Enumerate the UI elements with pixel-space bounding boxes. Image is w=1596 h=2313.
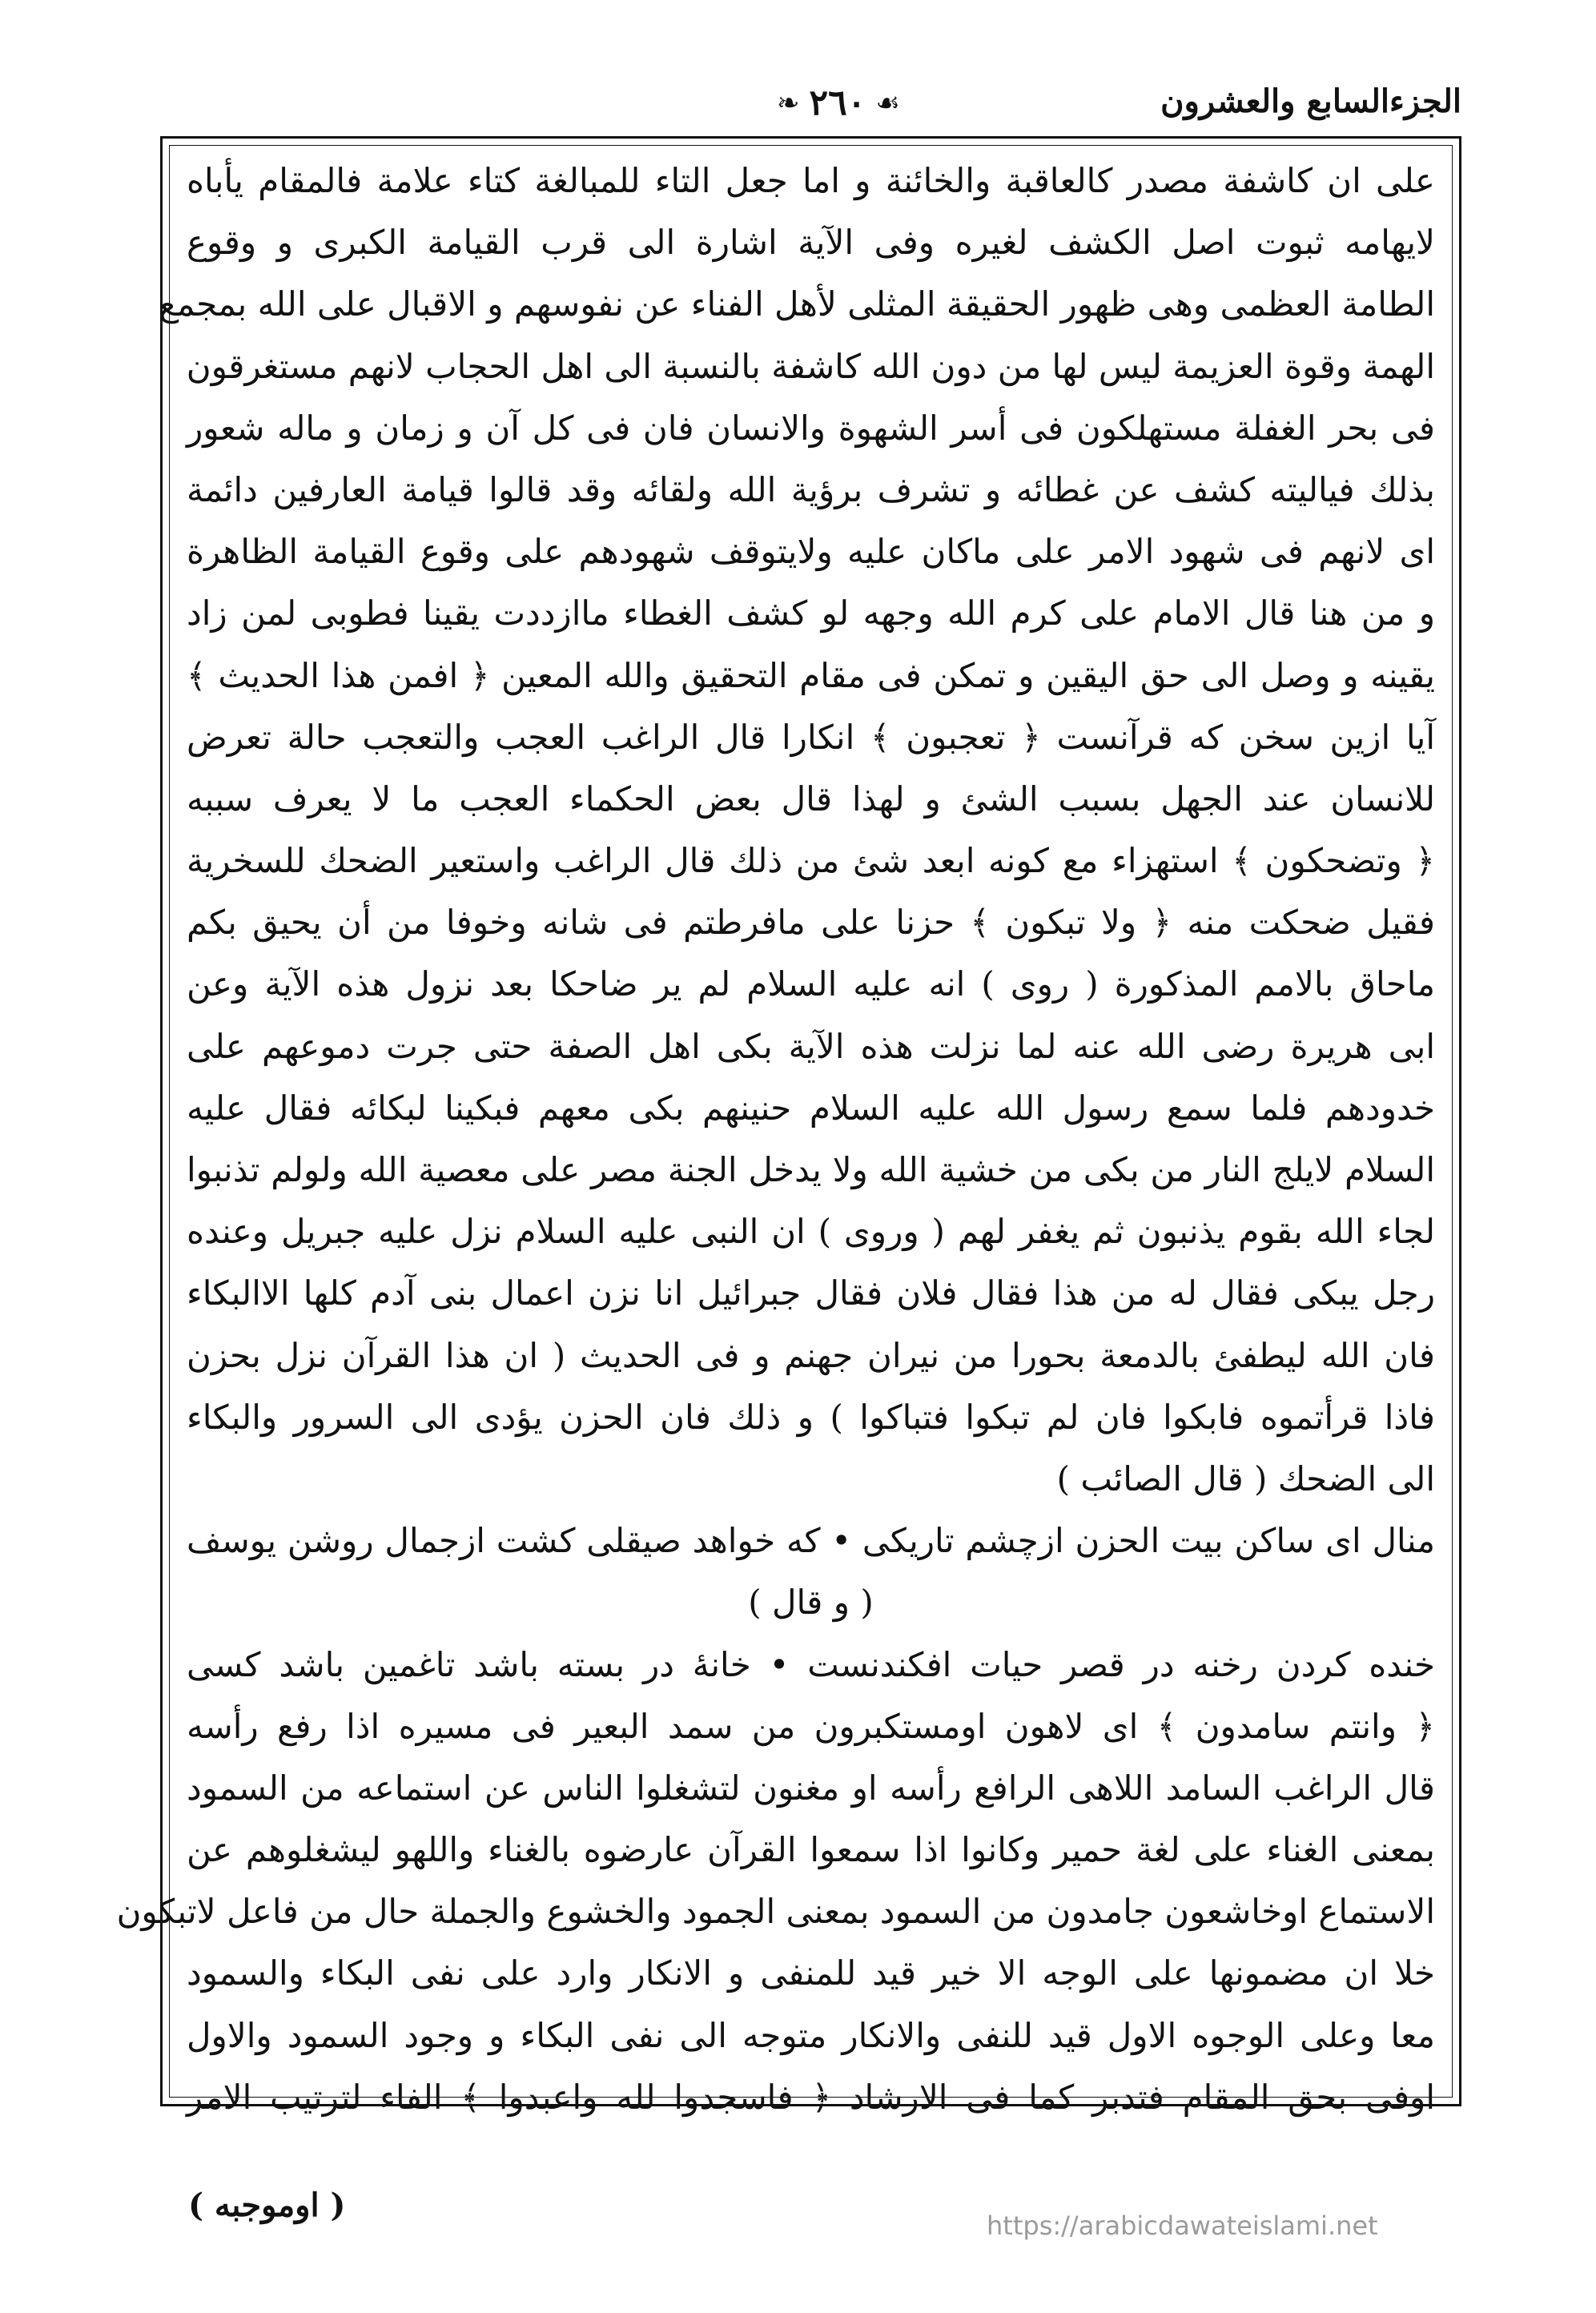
text-line: لجاء الله بقوم يذنبون ثم يغفر لهم ( وروى ) ان النبى عليه السلام نزل عليه جبريل وعنده xyxy=(187,1212,1435,1252)
text-line: فاذا قرأتموه فابكوا فان لم تبكوا فتباكوا ) و ذلك فان الحزن يؤدى الى السرور والبكاء xyxy=(187,1397,1435,1437)
running-title: الجزءالسابع والعشرون xyxy=(1160,82,1461,120)
text-line: الى الضحك ( قال الصائب ) xyxy=(1056,1458,1435,1498)
text-line: بمعنى الغناء على لغة حمير وكانوا اذا سمعوا القرآن عارضوه بالغناء واللهو ليشغلوهم عن xyxy=(187,1830,1435,1870)
text-line: بذلك فياليته كشف عن غطائه و تشرف برؤية الله ولقائه وقد قالوا قيامة العارفين دائمة xyxy=(187,469,1435,509)
page-number: ٢٦٠ xyxy=(809,82,866,123)
text-line: ماحاق بالامم المذكورة ( روى ) انه عليه السلام لم ير ضاحكا بعد نزول هذه الآية وعن xyxy=(187,964,1435,1004)
text-line: على ان كاشفة مصدر كالعاقبة والخائنة و اما جعل التاء للمبالغة كتاء علامة فالمقام يأباه xyxy=(187,161,1435,200)
text-line: يقينه و وصل الى حق اليقين و تمكن فى مقام التحقيق والله المعين ﴿ افمن هذا الحديث ﴾ xyxy=(187,655,1435,695)
text-line: الهمة وقوة العزيمة ليس لها من دون الله كاشفة بالنسبة الى اهل الحجاب لانهم مستغرقون xyxy=(186,346,1435,386)
ornament-left-icon: ❧ xyxy=(777,86,800,119)
text-line: الطامة العظمى وهى ظهور الحقيقة المثلى لأهل الفناء عن نفوسهم و الاقبال على الله بمجمع xyxy=(159,284,1435,324)
text-line: فى بحر الغفلة مستهلكون فى أسر الشهوة والانسان فان فى كل آن و زمان و ماله شعور xyxy=(187,408,1435,448)
text-line: معا وعلى الوجوه الاول قيد للنفى والانكار متوجه الى نفى البكاء و وجود السمود والاول xyxy=(187,2015,1435,2055)
text-line: رجل يبكى فقال له من هذا فقال فلان فقال جبرائيل انا نزن اعمال بنى آدم كلها الاالبكاء xyxy=(187,1273,1435,1313)
text-line: السلام لايلج النار من بكى من خشية الله ولا يدخل الجنة مصر على معصية الله ولولم تذنبوا xyxy=(187,1150,1435,1189)
page-number-group xyxy=(777,82,900,123)
text-line: ابى هريرة رضى الله عنه لما نزلت هذه الآية بكى اهل الصفة حتى جرت دموعهم على xyxy=(187,1026,1435,1066)
text-line: خدودهم فلما سمع رسول الله عليه السلام حنينهم بكى معهم فبكينا لبكائه فقال عليه xyxy=(187,1088,1435,1128)
text-frame xyxy=(116,136,1461,2117)
text-line: فقيل ضحكت منه ﴿ ولا تبكون ﴾ حزنا على مافرطتم فى شانه وخوفا من أن يحيق بكم xyxy=(187,903,1435,943)
verse-line: منال اى ساكن بيت الحزن ازچشم تاريكى • كه خواهد صيقلى كشت ازجمال روشن يوسف xyxy=(187,1521,1435,1561)
text-line: آيا ازين سخن كه قرآنست ﴿ تعجبون ﴾ انكارا قال الراغب العجب والتعجب حالة تعرض xyxy=(187,717,1435,757)
text-line: فان الله ليطفئ بالدمعة بحورا من نيران جهنم و فى الحديث ( ان هذا القرآن نزل بحزن xyxy=(187,1335,1435,1375)
text-line: اوفى بحق المقام فتدبر كما فى الارشاد ﴿ فاسجدوا لله واعبدوا ﴾ الفاء لترتيب الامر xyxy=(187,2077,1435,2117)
text-line: لايهامه ثبوت اصل الكشف لغيره وفى الآية اشارة الى قرب القيامة الكبرى و وقوع xyxy=(187,223,1435,263)
text-line: اى لانهم فى شهود الامر على ماكان عليه ولايتوقف شهودهم على وقوع القيامة الظاهرة xyxy=(187,532,1435,572)
verse-line: خنده كردن رخنه در قصر حيات افكندنست • خانهٔ در بسته باشد تاغمين باشد كسى xyxy=(187,1644,1435,1684)
text-line: ﴿ وانتم سامدون ﴾ اى لاهون اومستكبرون من سمد البعير فى مسيره اذا رفع رأسه xyxy=(187,1706,1435,1746)
text-line: ﴿ وتضحكون ﴾ استهزاء مع كونه ابعد شئ من ذلك قال الراغب واستعير الضحك للسخرية xyxy=(187,841,1435,881)
text-line: قال الراغب السامد اللاهى الرافع رأسه او مغنون لتشغلوا الناس عن استماعه من السمود xyxy=(187,1768,1435,1808)
text-line: و من هنا قال الامام على كرم الله وجهه لو كشف الغطاء ماازددت يقينا فطوبى لمن زاد xyxy=(187,593,1435,634)
text-line: للانسان عند الجهل بسبب الشئ و لهذا قال بعض الحكماء العجب ما لا يعرف سببه xyxy=(187,778,1435,819)
page-header xyxy=(160,76,1461,132)
watermark-url: https://arabicdawateislami.net xyxy=(987,2210,1378,2241)
catchword: ( اوموجبه ) xyxy=(188,2186,346,2224)
text-line: ( و قال ) xyxy=(748,1583,874,1623)
text-line: الاستماع اوخاشعون جامدون من السمود بمعنى الجمود والخشوع والجملة حال من فاعل لاتبكون xyxy=(116,1892,1435,1932)
ornament-right-icon: ☙ xyxy=(875,86,900,119)
text-body xyxy=(116,150,1435,2117)
text-line: خلا ان مضمونها على الوجه الا خير قيد للمنفى و الانكار وارد على نفى البكاء والسمود xyxy=(187,1953,1435,1993)
